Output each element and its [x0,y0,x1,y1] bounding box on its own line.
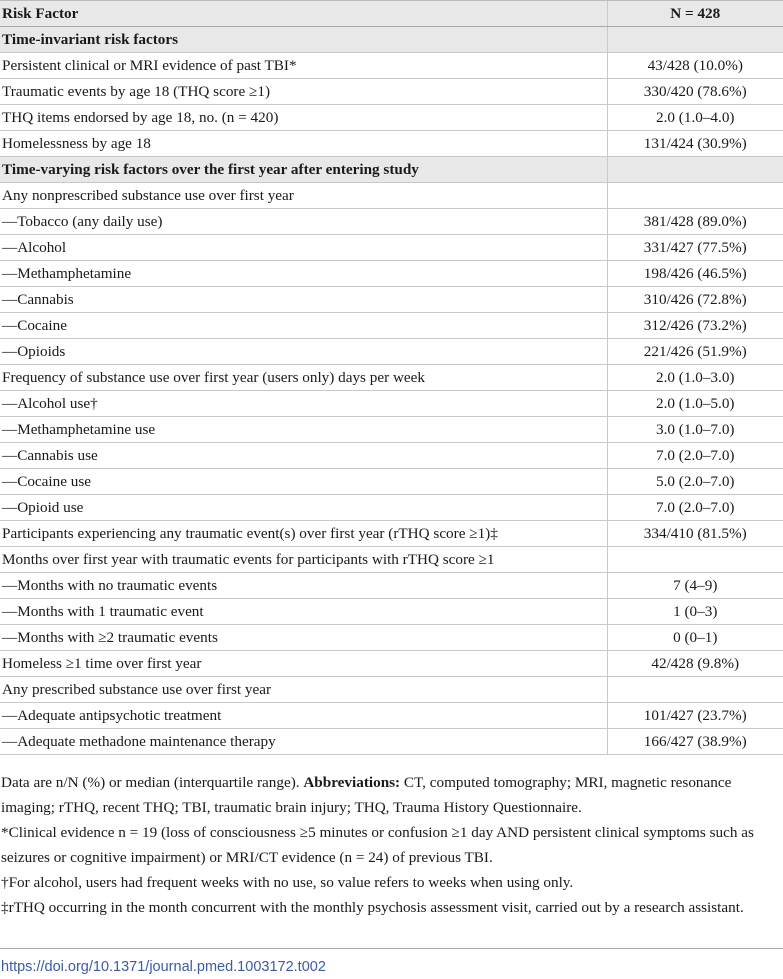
section-label: Time-invariant risk factors [0,27,607,53]
table-row [0,651,783,677]
table-row [0,417,783,443]
column-header-risk-factor: Risk Factor [0,1,607,27]
table-row [0,105,783,131]
section-label: Time-varying risk factors over the first year after entering study [0,157,607,183]
footnote-dagger: †For alcohol, users had frequent weeks with no use, so value refers to weeks when using only. [1,874,574,891]
row-value: 2.0 (1.0–5.0) [607,391,783,417]
table-row [0,521,783,547]
row-label: Any prescribed substance use over first year [0,677,607,703]
doi-link[interactable]: https://doi.org/10.1371/journal.pmed.1003172.t002 [1,959,326,975]
row-value: 131/424 (30.9%) [607,131,783,157]
row-value: 334/410 (81.5%) [607,521,783,547]
row-value: 166/427 (38.9%) [607,729,783,755]
table-row [0,365,783,391]
table-row [0,339,783,365]
row-label: —Cannabis use [0,443,607,469]
section-row [0,157,783,183]
row-label: Persistent clinical or MRI evidence of past TBI* [0,53,607,79]
table-header-row [0,1,783,27]
table-row [0,573,783,599]
abbreviations-label: Abbreviations: [303,774,401,791]
row-value: 0 (0–1) [607,625,783,651]
table-row [0,547,783,573]
row-value [607,677,783,703]
row-label: —Tobacco (any daily use) [0,209,607,235]
row-value: 2.0 (1.0–3.0) [607,365,783,391]
column-header-n: N = 428 [607,1,783,27]
table-body [0,27,783,755]
row-value: 7.0 (2.0–7.0) [607,443,783,469]
table-row [0,261,783,287]
row-label: —Alcohol use† [0,391,607,417]
table-row [0,729,783,755]
table-row [0,79,783,105]
row-label: —Alcohol [0,235,607,261]
row-label: Frequency of substance use over first year (users only) days per week [0,365,607,391]
table-row [0,443,783,469]
row-label: THQ items endorsed by age 18, no. (n = 420) [0,105,607,131]
footnote-star: *Clinical evidence n = 19 (loss of consciousness ≥5 minutes or confusion ≥1 day AND persistent clinical symptoms such as seizures or cognitive impairment) or MRI/CT evidence (n = 24) of previous TBI. [1,824,754,866]
table-row [0,313,783,339]
row-label: —Adequate antipsychotic treatment [0,703,607,729]
section-row [0,27,783,53]
row-value: 331/427 (77.5%) [607,235,783,261]
table-row [0,53,783,79]
row-value: 310/426 (72.8%) [607,287,783,313]
row-value [607,27,783,53]
row-label: —Methamphetamine use [0,417,607,443]
row-label: Participants experiencing any traumatic event(s) over first year (rTHQ score ≥1)‡ [0,521,607,547]
table-row [0,183,783,209]
row-label: —Cannabis [0,287,607,313]
row-value: 221/426 (51.9%) [607,339,783,365]
table-row [0,469,783,495]
row-value: 1 (0–3) [607,599,783,625]
abbreviations-text: CT, computed tomography; MRI, magnetic resonance imaging; rTHQ, recent THQ; TBI, traumatic brain injury; THQ, Trauma History Questionnaire. [1,774,732,816]
row-label: —Months with ≥2 traumatic events [0,625,607,651]
table-row [0,625,783,651]
row-value: 381/428 (89.0%) [607,209,783,235]
table-row [0,677,783,703]
row-label: —Months with 1 traumatic event [0,599,607,625]
row-label: Any nonprescribed substance use over first year [0,183,607,209]
row-label: Months over first year with traumatic events for participants with rTHQ score ≥1 [0,547,607,573]
table-row [0,209,783,235]
row-value: 2.0 (1.0–4.0) [607,105,783,131]
table-row [0,131,783,157]
row-label: Traumatic events by age 18 (THQ score ≥1) [0,79,607,105]
row-value: 43/428 (10.0%) [607,53,783,79]
row-label: —Months with no traumatic events [0,573,607,599]
table-row [0,391,783,417]
row-value: 198/426 (46.5%) [607,261,783,287]
row-value [607,547,783,573]
row-value [607,183,783,209]
table-row [0,599,783,625]
row-value [607,157,783,183]
table-row [0,495,783,521]
row-label: —Cocaine use [0,469,607,495]
row-value: 42/428 (9.8%) [607,651,783,677]
row-label: Homelessness by age 18 [0,131,607,157]
table-row [0,235,783,261]
row-value: 101/427 (23.7%) [607,703,783,729]
table-row [0,287,783,313]
row-label: —Methamphetamine [0,261,607,287]
row-value: 312/426 (73.2%) [607,313,783,339]
row-value: 3.0 (1.0–7.0) [607,417,783,443]
row-label: —Cocaine [0,313,607,339]
footnote-double-dagger: ‡rTHQ occurring in the month concurrent with the monthly psychosis assessment visit, carried out by a research assistant. [1,899,744,916]
row-label: —Opioid use [0,495,607,521]
row-value: 7 (4–9) [607,573,783,599]
table-row [0,703,783,729]
row-label: —Opioids [0,339,607,365]
divider [0,948,783,949]
table-notes [1,770,783,920]
data-note: Data are n/N (%) or median (interquartile range). Abbreviations: CT, computed tomography; MRI, magnetic resonance imaging; rTHQ, recent THQ; TBI, traumatic brain injury; THQ, Trauma History Questionnaire. [1,774,732,816]
row-label: —Adequate methadone maintenance therapy [0,729,607,755]
row-value: 330/420 (78.6%) [607,79,783,105]
row-label: Homeless ≥1 time over first year [0,651,607,677]
row-value: 5.0 (2.0–7.0) [607,469,783,495]
row-value: 7.0 (2.0–7.0) [607,495,783,521]
